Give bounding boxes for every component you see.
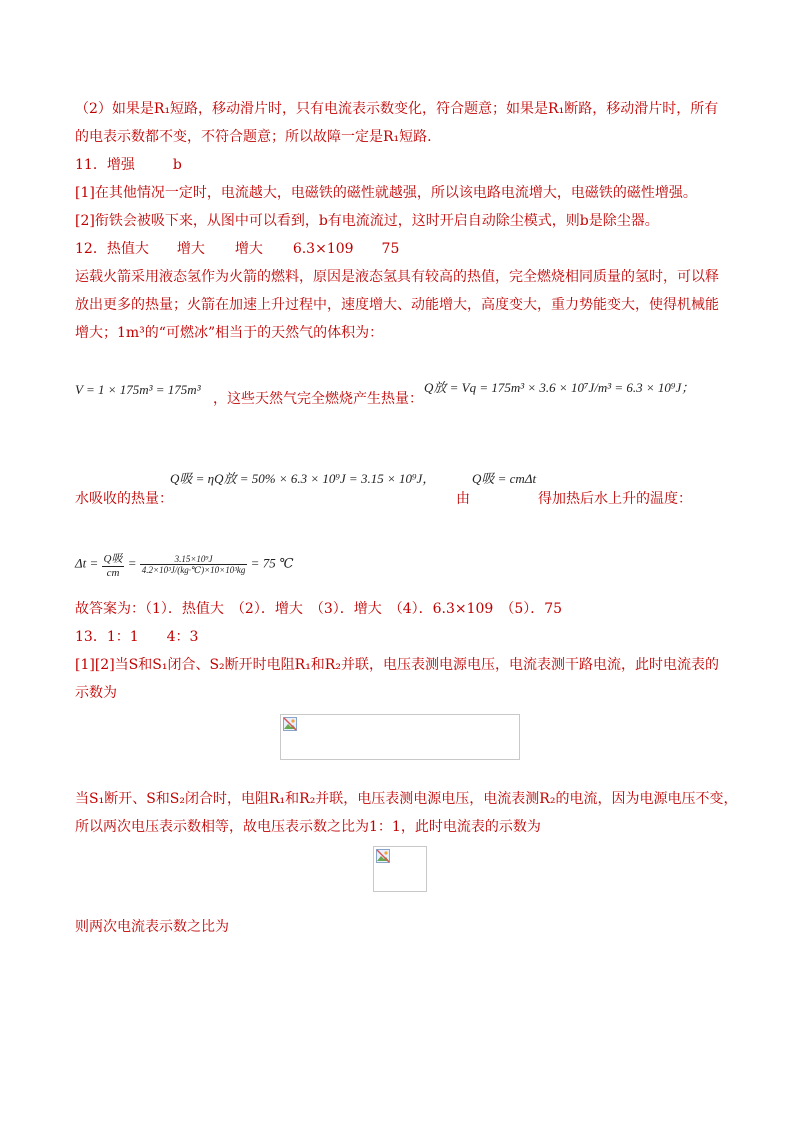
- missing-image-1: [280, 714, 520, 760]
- fraction-q-over-cm: [102, 550, 125, 579]
- line-10: ，这些天然气完全燃烧产生热量：: [213, 391, 423, 407]
- q12-answer-3: 增大: [234, 241, 263, 257]
- missing-image-2: [373, 846, 427, 892]
- q11-answer-2: b: [172, 157, 182, 173]
- q12-answer-1: 12．热值大: [75, 241, 149, 257]
- fraction-denominator: 4.2×10³J/(kg·℃)×10×10³kg: [141, 564, 246, 575]
- fraction-denominator: cm: [106, 567, 120, 579]
- broken-image-icon: [283, 717, 297, 731]
- line-7: 运载火箭采用液态氢作为火箭的燃料，原因是液态氢具有较高的热值，完全燃烧相同质量的氢时，可以释: [75, 269, 719, 285]
- line-11-you: 由: [456, 491, 470, 507]
- formula-delta-t: [75, 550, 294, 579]
- fraction-values: [140, 554, 248, 576]
- broken-image-icon: [376, 849, 390, 863]
- equals-sign: =: [127, 555, 137, 571]
- delta-t-rhs: = 75 ℃: [250, 555, 294, 571]
- line-2: 的电表示数都不变，不符合题意；所以故障一定是R₁短路.: [75, 129, 432, 145]
- q12-answer-5: 75: [381, 241, 400, 257]
- line-11-post: 得加热后水上升的温度：: [538, 491, 692, 507]
- line-1: （2）如果是R₁短路，移动滑片时，只有电流表示数变化，符合题意；如果是R₁断路，移动滑片时，所有: [75, 101, 719, 117]
- line-3: [75, 156, 182, 174]
- fraction-numerator: Q吸: [102, 550, 125, 567]
- formula-volume: V = 1 × 175m³ = 175m³: [75, 382, 201, 397]
- line-4: [1]在其他情况一定时，电流越大，电磁铁的磁性就越强，所以该电路电流增大，电磁铁的磁性增强。: [75, 185, 697, 201]
- q12-answer-2: 增大: [176, 241, 205, 257]
- formula-q-cm: Q吸 = cmΔt: [472, 471, 537, 486]
- formula-q-xi: Q吸 = ηQ放 = 50% × 6.3 × 10⁹J = 3.15 × 10⁹J，: [170, 471, 436, 486]
- line-5: [2]衔铁会被吸下来，从图中可以看到，b有电流流过，这时开启自动除尘模式，则b是除尘器。: [75, 213, 659, 229]
- formula-q-fang: Q放 = Vq = 175m³ × 3.6 × 10⁷J/m³ = 6.3 × 10⁹J；: [424, 380, 695, 395]
- line-15: 示数为: [75, 685, 117, 701]
- line-9: 增大；1m³的“可燃冰”相当于的天然气的体积为：: [75, 325, 384, 341]
- line-13: 13．1：1 4：3: [75, 629, 199, 645]
- line-8: 放出更多的热量；火箭在加速上升过程中，速度增大、动能增大，高度变大，重力势能变大，使得机械能: [75, 297, 719, 313]
- line-17: 所以两次电压表示数相等，故电压表示数之比为1：1，此时电流表的示数为: [75, 819, 541, 835]
- q12-answer-4: 6.3×109: [292, 241, 354, 257]
- line-6: [75, 240, 399, 258]
- line-14: [1][2]当S和S₁闭合、S₂断开时电阻R₁和R₂并联，电压表测电源电压，电流表测干路电流，此时电流表的: [75, 657, 719, 673]
- line-18: 则两次电流表示数之比为: [75, 919, 229, 935]
- q11-answer-1: 11．增强: [75, 157, 135, 173]
- line-16: 当S₁断开、S和S₂闭合时，电阻R₁和R₂并联，电压表测电源电压，电流表测R₂的电流，因为电源电压不变，: [75, 791, 738, 807]
- line-12: 故答案为：（1）．热值大 （2）．增大 （3）．增大 （4）．6.3×109 （5）．75: [75, 601, 563, 617]
- delta-t-lhs: Δt =: [75, 555, 99, 571]
- fraction-numerator: 3.15×10⁹J: [140, 554, 248, 565]
- line-11-pre: 水吸收的热量：: [75, 491, 173, 507]
